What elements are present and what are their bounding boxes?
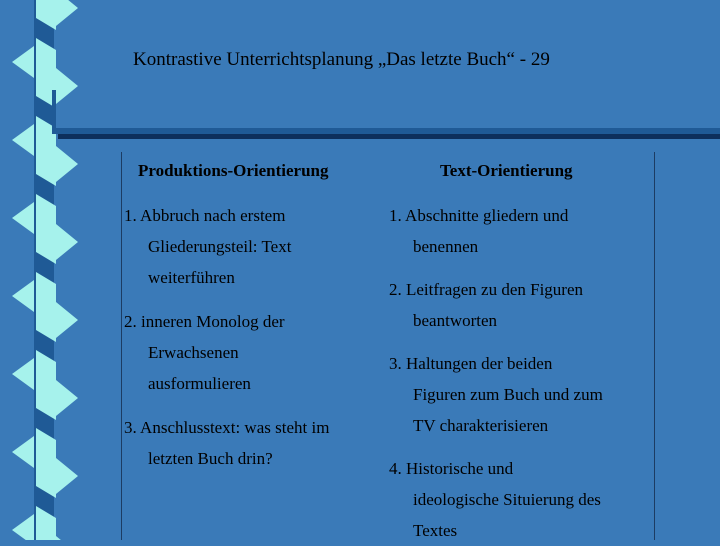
item-gap: [389, 336, 651, 348]
list-item-line: 1. Abschnitte gliedern und: [389, 206, 569, 225]
stripe-triangle: [12, 280, 34, 312]
list-item: [124, 306, 384, 399]
stripe-triangle: [56, 302, 78, 338]
stripe-triangle: [56, 224, 78, 260]
stripe-triangle: [56, 536, 78, 540]
list-item: [389, 348, 651, 441]
list-item-line: TV charakterisieren: [413, 416, 549, 435]
list-item-line: Figuren zum Buch und zum: [413, 385, 603, 404]
item-gap: [389, 262, 651, 274]
list-item-line: Erwachsenen: [148, 343, 239, 362]
stripe-band: [36, 350, 56, 420]
left-column: [124, 200, 384, 474]
right-column-header: Text-Orientierung: [440, 161, 573, 180]
title-underline-bar: [52, 128, 720, 134]
list-item-line: 4. Historische und: [389, 459, 514, 478]
stripe-triangle: [56, 146, 78, 182]
list-item: [389, 453, 651, 546]
left-column-header: Produktions-Orientierung: [138, 161, 329, 180]
list-item-line: 2. Leitfragen zu den Figuren: [389, 280, 584, 299]
stripe-triangle: [12, 124, 34, 156]
stripe-band: [36, 428, 56, 498]
stripe-triangle: [56, 0, 78, 26]
stripe-band: [36, 194, 56, 264]
stripe-triangle: [12, 46, 34, 78]
list-item-line: Textes: [413, 521, 458, 540]
stripe-band: [36, 272, 56, 342]
slide-title: Kontrastive Unterrichtsplanung „Das letzte Buch“ - 29: [133, 49, 550, 70]
list-item-line: benennen: [413, 237, 479, 256]
stripe-triangle: [12, 202, 34, 234]
stripe-triangle: [12, 514, 34, 540]
list-item-line: ausformulieren: [148, 374, 251, 393]
stripe-triangle: [56, 380, 78, 416]
list-item-line: letzten Buch drin?: [148, 449, 273, 468]
stripe-triangle: [56, 68, 78, 104]
list-item-line: weiterführen: [148, 268, 235, 287]
stripe-triangle: [12, 436, 34, 468]
item-gap: [124, 399, 384, 412]
list-item: [124, 200, 384, 293]
list-item-line: beantworten: [413, 311, 498, 330]
stripe-triangle: [12, 358, 34, 390]
stripe-triangle: [56, 458, 78, 494]
comparison-table: [121, 152, 655, 540]
list-item-line: Gliederungsteil: Text: [148, 237, 292, 256]
list-item-line: 3. Anschlusstext: was steht im: [124, 418, 330, 437]
list-item: [389, 274, 651, 336]
list-item-line: 2. inneren Monolog der: [124, 312, 285, 331]
list-item-line: 3. Haltungen der beiden: [389, 354, 553, 373]
item-gap: [389, 441, 651, 453]
list-item-line: ideologische Situierung des: [413, 490, 601, 509]
list-item: [124, 412, 384, 474]
right-column: [389, 200, 651, 546]
decorative-stripe: [0, 0, 80, 540]
item-gap: [124, 293, 384, 306]
list-item-line: 1. Abbruch nach erstem: [124, 206, 286, 225]
list-item: [389, 200, 651, 262]
